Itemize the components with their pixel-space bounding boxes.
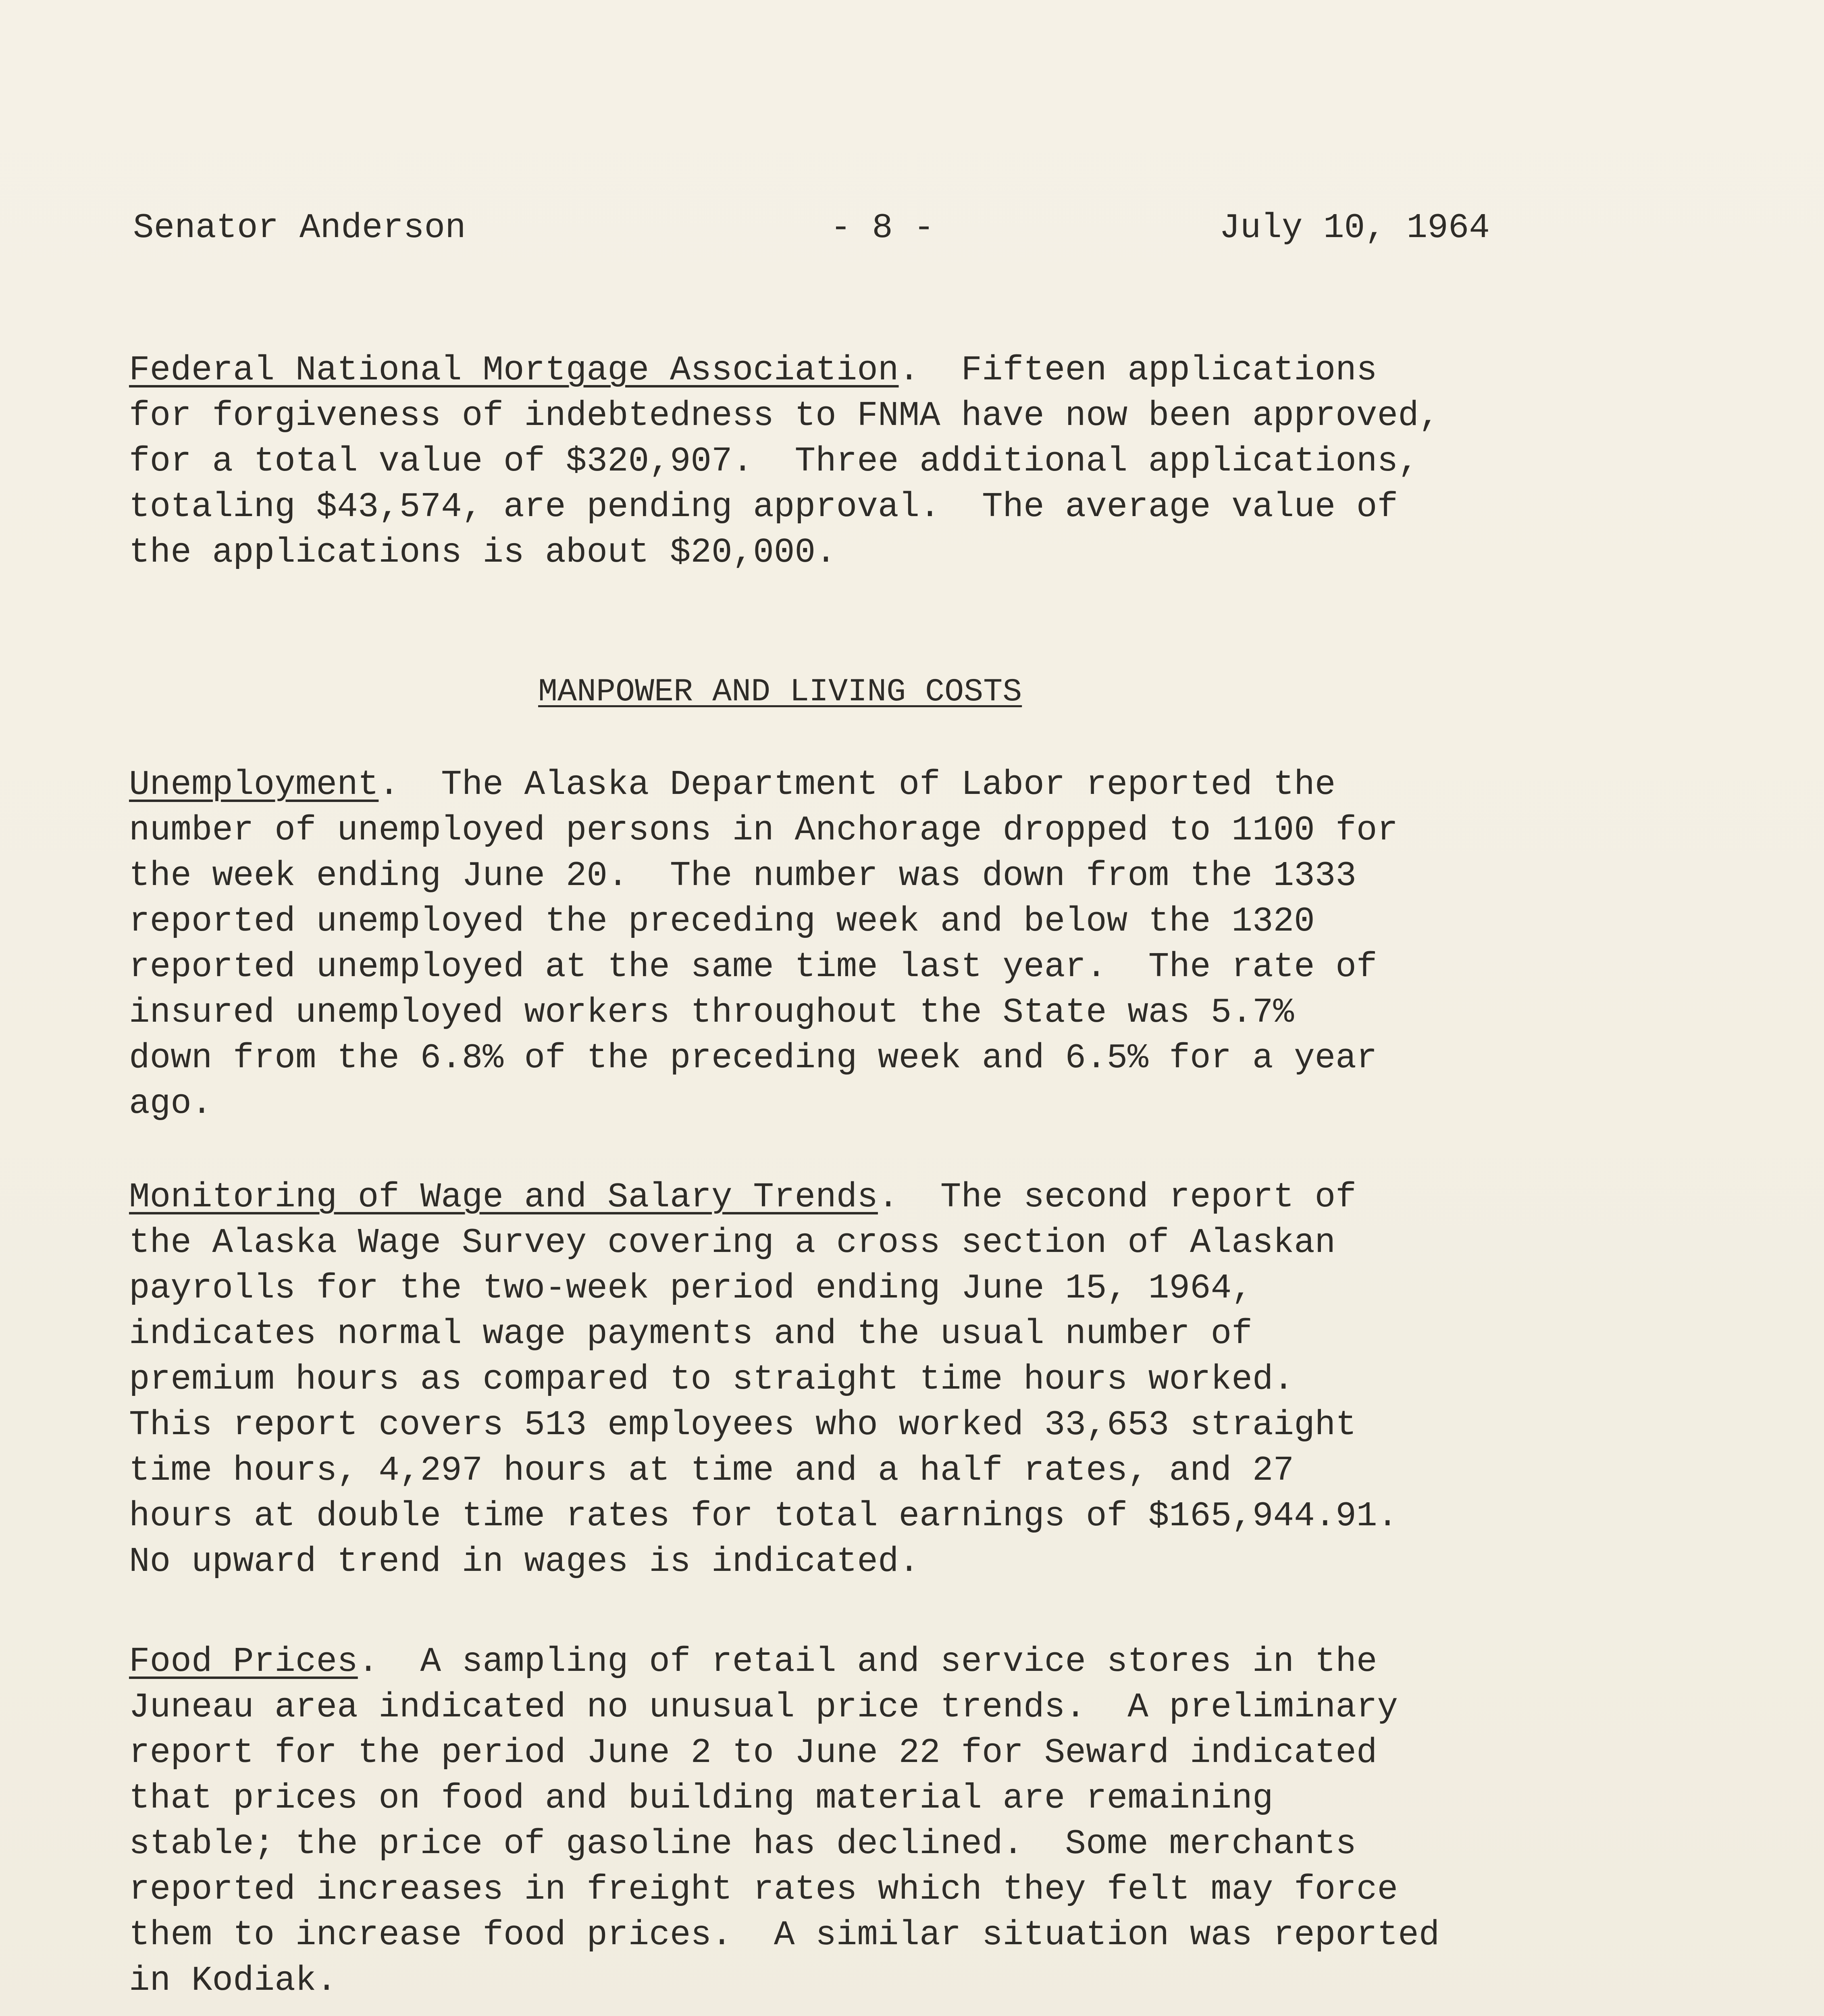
- paragraph-fnma: [129, 348, 1673, 575]
- paragraph-line: totaling $43,574, are pending approval. The average value of: [129, 487, 1398, 527]
- paragraph-heading: Unemployment: [129, 765, 379, 804]
- paragraph-line: reported unemployed at the same time last year. The rate of: [129, 947, 1377, 987]
- paragraph-line: reported unemployed the preceding week and below the 1320: [129, 902, 1315, 941]
- paragraph-line: in Kodiak.: [129, 1961, 337, 2000]
- paragraph-line: premium hours as compared to straight time hours worked.: [129, 1360, 1294, 1399]
- paragraph-line: insured unemployed workers throughout the State was 5.7%: [129, 993, 1294, 1032]
- paragraph-line: Food Prices. A sampling of retail and service stores in the: [129, 1642, 1377, 1681]
- paragraph-heading: Federal National Mortgage Association: [129, 350, 899, 390]
- paragraph-line: the week ending June 20. The number was down from the 1333: [129, 856, 1356, 896]
- paragraph-line: indicates normal wage payments and the usual number of: [129, 1314, 1252, 1354]
- header-page-number: - 8 -: [830, 208, 935, 248]
- header-date: July 10, 1964: [1219, 208, 1490, 248]
- paragraph-line: stable; the price of gasoline has declined. Some merchants: [129, 1824, 1356, 1864]
- paragraph-line: ago.: [129, 1084, 212, 1123]
- paragraph-line: down from the 6.8% of the preceding week and 6.5% for a year: [129, 1038, 1377, 1078]
- paragraph-heading: Monitoring of Wage and Salary Trends: [129, 1177, 878, 1217]
- paragraph-line: This report covers 513 employees who worked 33,653 straight: [129, 1405, 1356, 1445]
- paragraph-heading: Food Prices: [129, 1642, 358, 1681]
- paragraph-line: number of unemployed persons in Anchorage dropped to 1100 for: [129, 810, 1398, 850]
- paragraph-line: Juneau area indicated no unusual price trends. A preliminary: [129, 1687, 1398, 1727]
- paragraph-line: report for the period June 2 to June 22 for Seward indicated: [129, 1733, 1377, 1772]
- paragraph-line: Monitoring of Wage and Salary Trends. The second report of: [129, 1177, 1356, 1217]
- paragraph-line: hours at double time rates for total earnings of $165,944.91.: [129, 1496, 1398, 1536]
- paragraph-unemployment: [129, 762, 1673, 1127]
- paragraph-line: Federal National Mortgage Association. Fifteen applications: [129, 350, 1377, 390]
- paragraph-line: No upward trend in wages is indicated.: [129, 1542, 920, 1581]
- paragraph-line: for forgiveness of indebtedness to FNMA have now been approved,: [129, 396, 1440, 435]
- section-title: MANPOWER AND LIVING COSTS: [538, 674, 1022, 710]
- paragraph-wage-trends: [129, 1175, 1673, 1585]
- paragraph-line: the applications is about $20,000.: [129, 533, 836, 572]
- paragraph-line: reported increases in freight rates which they felt may force: [129, 1870, 1398, 1909]
- paragraph-line: the Alaska Wage Survey covering a cross section of Alaskan: [129, 1223, 1336, 1262]
- paragraph-line: that prices on food and building material are remaining: [129, 1779, 1273, 1818]
- header-addressee: Senator Anderson: [133, 208, 466, 248]
- paragraph-food-prices: [129, 1639, 1673, 2004]
- paragraph-line: time hours, 4,297 hours at time and a half rates, and 27: [129, 1451, 1294, 1490]
- page-header: [0, 204, 1824, 252]
- paragraph-line: them to increase food prices. A similar situation was reported: [129, 1915, 1440, 1955]
- paragraph-line: for a total value of $320,907. Three additional applications,: [129, 442, 1419, 481]
- paragraph-line: Unemployment. The Alaska Department of Labor reported the: [129, 765, 1336, 804]
- paragraph-line: payrolls for the two-week period ending June 15, 1964,: [129, 1268, 1252, 1308]
